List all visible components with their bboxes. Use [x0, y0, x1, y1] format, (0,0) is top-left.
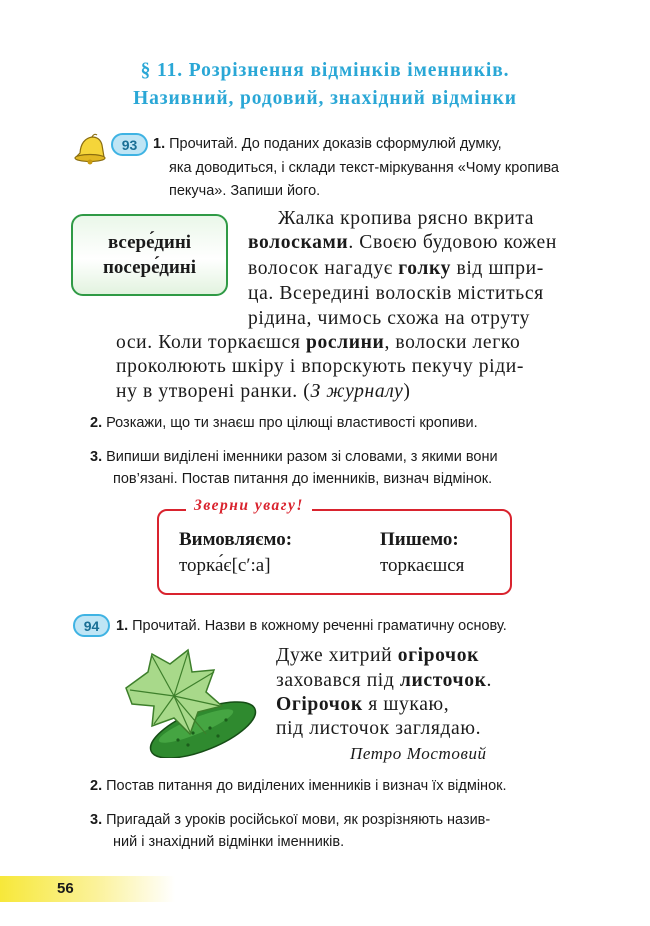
write-value: торкаєшся [380, 555, 465, 576]
ex93-task3-line2: пов’язані. Постав питання до іменників, визнач відмінок. [113, 471, 493, 487]
ex93-task1-line3: пекуча». Запиши його. [169, 183, 321, 199]
ex93-task2: 2. Розкажи, що ти знаєш про цілющі властивості кропиви. [90, 415, 478, 431]
attention-box [157, 509, 512, 595]
exercise-94-badge: 94 [73, 614, 110, 637]
poem-line: Дуже хитрий огірочок [276, 645, 479, 666]
reading-line: Жалка кропива рясно вкрита [278, 208, 535, 229]
word-vseredyni: всере́дині [107, 232, 192, 253]
poem-line: заховався під листочок. [276, 670, 492, 691]
page-number: 56 [57, 880, 74, 897]
page-number-bar [0, 876, 175, 902]
highlight-noun: волосками [248, 232, 349, 253]
reading-line: оси. Коли торкаєшся рослини, волоски легко [116, 332, 521, 353]
reading-line: ну в утворені ранки. (З журналу) [116, 381, 411, 402]
attention-label: Зверни увагу! [186, 497, 312, 515]
section-title-line1: § 11. Розрізнення відмінків іменників. [140, 60, 510, 81]
highlight-noun: листочок [399, 670, 487, 691]
highlight-noun: рослини [305, 332, 385, 353]
highlight-noun: огірочок [397, 645, 479, 666]
pronounce-heading: Вимовляємо: [179, 529, 293, 550]
ex93-task1-num: 1. [153, 136, 166, 152]
cucumber-leaf-illustration [118, 648, 258, 758]
source-citation: З журналу [310, 381, 404, 402]
ex93-task1 [153, 134, 502, 154]
word-poseredyni: посере́дині [102, 257, 197, 278]
poem-line: під листочок заглядаю. [276, 718, 482, 739]
poem-author: Петро Мостовий [350, 744, 487, 763]
ex93-task1-line2: яка доводиться, і склади текст-міркування «Чому кропива [169, 160, 559, 176]
stress-word-box [71, 214, 228, 296]
reading-line: волосок нагадує голку від шпри- [248, 258, 544, 279]
reading-line: проколюють шкіру і впорскують пекучу ріди- [116, 356, 524, 377]
ex94-task1: 1. Прочитай. Назви в кожному реченні граматичну основу. [116, 618, 507, 634]
exercise-93-badge: 93 [111, 133, 148, 156]
write-heading: Пишемо: [380, 529, 459, 550]
pronounce-value: торка́є[с′:а] [179, 555, 271, 576]
bell-icon [70, 131, 110, 165]
poem-line: Огірочок я шукаю, [276, 694, 450, 715]
ex94-task3: 3. Пригадай з уроків російської мови, як розрізняють назив- [90, 812, 491, 828]
ex93-task3: 3. Випиши виділені іменники разом зі словами, з якими вони [90, 449, 498, 465]
reading-line: волосками. Своєю будовою кожен [248, 232, 557, 253]
section-title-line2: Називний, родовий, знахідний відмінки [133, 88, 517, 109]
reading-line: рідина, чимось схожа на отруту [248, 308, 531, 329]
ex93-task1-line1: Прочитай. До поданих доказів сформулюй думку, [169, 136, 502, 152]
ex94-task3-line2: ний і знахідний відмінки іменників. [113, 834, 345, 850]
ex94-task2: 2. Постав питання до виділених іменників і визнач їх відмінок. [90, 778, 507, 794]
reading-line: ца. Всередині волосків міститься [248, 283, 544, 304]
highlight-noun: голку [398, 258, 451, 279]
highlight-noun: Огірочок [276, 694, 363, 715]
